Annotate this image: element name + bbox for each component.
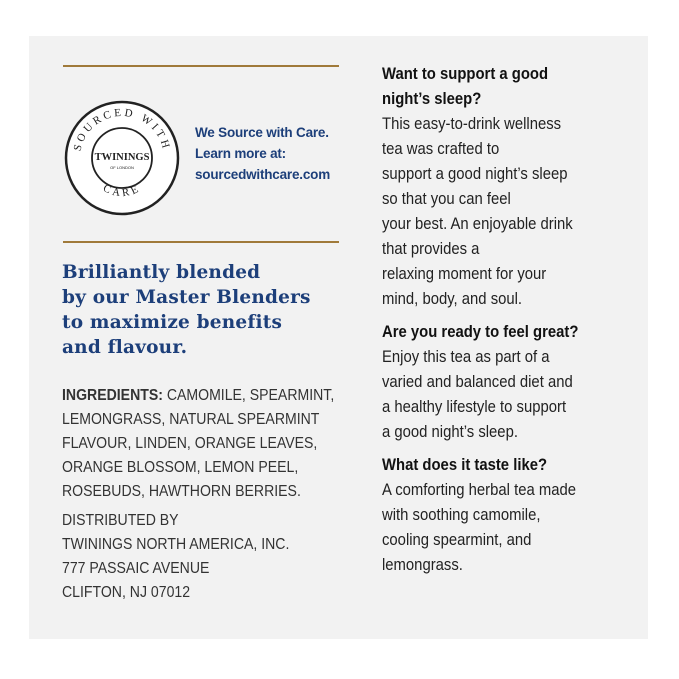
ingredients-line: ORANGE BLOSSOM, LEMON PEEL, — [62, 459, 299, 476]
distributor-line: TWININGS NORTH AMERICA, INC. — [62, 536, 290, 553]
ingredients-line: ROSEBUDS, HAWTHORN BERRIES. — [62, 483, 301, 500]
sleep-answer-line: This easy-to-drink wellness — [382, 115, 562, 133]
ingredients-line: CAMOMILE, SPEARMINT, — [162, 387, 335, 404]
distributor-line: CLIFTON, NJ 07012 — [62, 584, 191, 601]
feel-great-answer-line: a healthy lifestyle to support — [382, 398, 567, 416]
sleep-answer-line: your best. An enjoyable drink — [382, 215, 573, 233]
source-info — [195, 122, 330, 185]
sourced-with-care-seal-icon — [62, 98, 182, 218]
blend-headline — [62, 260, 352, 360]
sleep-answer-line: support a good night’s sleep — [382, 165, 568, 183]
sleep-answer-line: tea was crafted to — [382, 140, 500, 158]
ingredients-block — [62, 384, 335, 504]
top-gold-rule — [63, 65, 339, 67]
headline-line: to maximize benefits — [62, 312, 283, 333]
ingredients-line: LEMONGRASS, NATURAL SPEARMINT — [62, 411, 320, 428]
distributor-block — [62, 509, 289, 605]
feel-great-question: Are you ready to feel great? — [382, 323, 579, 341]
taste-answer-line: lemongrass. — [382, 556, 463, 574]
benefits-column — [382, 62, 616, 578]
taste-answer-line: A comforting herbal tea made — [382, 481, 576, 499]
sleep-answer-line: so that you can feel — [382, 190, 511, 208]
feel-great-answer-line: Enjoy this tea as part of a — [382, 348, 550, 366]
taste-answer-line: cooling spearmint, and — [382, 531, 532, 549]
seal-bottom-text: CARE — [101, 182, 143, 200]
distributor-line: 777 PASSAIC AVENUE — [62, 560, 210, 577]
seal-top-text: SOURCED WITH — [71, 106, 173, 153]
bottom-gold-rule — [63, 241, 339, 243]
seal-brand: TWININGS — [94, 152, 150, 163]
headline-line: by our Master Blenders — [62, 287, 311, 308]
source-info-url[interactable]: sourcedwithcare.com — [195, 167, 330, 182]
sleep-question: night’s sleep? — [382, 90, 482, 108]
sleep-answer-line: that provides a — [382, 240, 480, 258]
feel-great-answer-line: varied and balanced diet and — [382, 373, 573, 391]
taste-answer-line: with soothing camomile, — [382, 506, 541, 524]
distributor-line: DISTRIBUTED BY — [62, 512, 179, 529]
sleep-answer-line: relaxing moment for your — [382, 265, 547, 283]
source-info-line2: Learn more at: — [195, 146, 286, 161]
taste-question: What does it taste like? — [382, 456, 548, 474]
seal-brand-sub: OF LONDON — [110, 165, 134, 170]
source-info-line1: We Source with Care. — [195, 125, 329, 140]
headline-line: and flavour. — [62, 337, 188, 358]
ingredients-line: FLAVOUR, LINDEN, ORANGE LEAVES, — [62, 435, 318, 452]
sleep-answer-line: mind, body, and soul. — [382, 290, 523, 308]
headline-line: Brilliantly blended — [62, 262, 261, 283]
feel-great-answer-line: a good night’s sleep. — [382, 423, 518, 441]
sleep-question: Want to support a good — [382, 65, 549, 83]
ingredients-label: INGREDIENTS: — [62, 387, 163, 404]
